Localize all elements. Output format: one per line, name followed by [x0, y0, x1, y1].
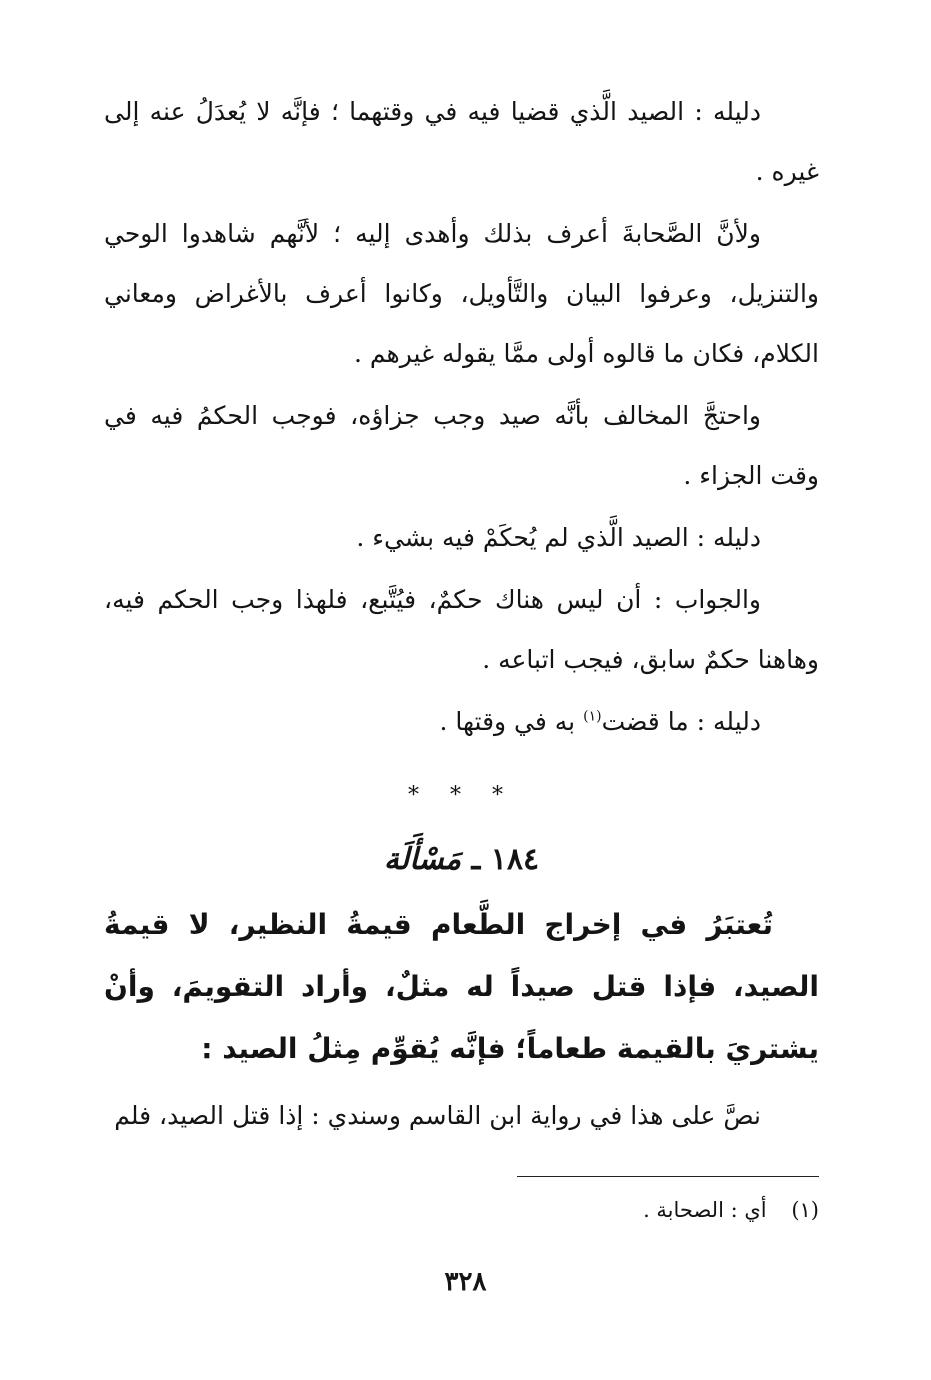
masala-title-word: مَسْأَلَة	[383, 842, 462, 877]
masala-heading	[104, 830, 819, 890]
page-body	[104, 82, 819, 1148]
footnote	[643, 1190, 819, 1230]
paragraph-6-end: به في وقتها .	[439, 707, 584, 736]
paragraph-6-start: دليله : ما قضت	[601, 707, 761, 736]
page-number: ٣٢٨	[444, 1267, 487, 1297]
paragraph-1: دليله : الصيد الَّذي قضيا فيه في وقتهما ؛ فإنَّه لا يُعدَلُ عنه إلى غيره .	[104, 97, 819, 186]
paragraph-3: واحتجَّ المخالف بأنَّه صيد وجب جزاؤه، فوجب الحكمُ فيه في وقت الجزاء .	[104, 401, 819, 490]
paragraph-6	[104, 692, 819, 752]
footnote-separator	[517, 1176, 819, 1177]
paragraph-7: نصَّ على هذا في رواية ابن القاسم وسندي : إذا قتل الصيد، فلم	[114, 1101, 761, 1130]
paragraph-5: والجواب : أن ليس هناك حكمٌ، فيُتَّبع، فلهذا وجب الحكم فيه، وهاهنا حكمٌ سابق، فيجب اتباعه .	[104, 585, 819, 674]
masala-separator: ـ	[471, 842, 481, 877]
paragraph-4: دليله : الصيد الَّذي لم يُحكَمْ فيه بشيء .	[356, 523, 761, 552]
footnote-text: أي : الصحابة .	[643, 1198, 767, 1222]
masala-number: ١٨٤	[490, 842, 540, 877]
section-divider: * * *	[408, 783, 515, 808]
footnote-reference[interactable]: (١)	[583, 708, 602, 725]
paragraph-2: ولأنَّ الصَّحابةَ أعرف بذلك وأهدى إليه ؛ لأنَّهم شاهدوا الوحي والتنزيل، وعرفوا البيان والتَّأويل، وكانوا أعرف بالأغراض ومعاني الكلام، فكان ما قالوه أولى ممَّا يقوله غيرهم .	[104, 219, 819, 368]
ruling-statement: تُعتبَرُ في إخراج الطَّعام قيمةُ النظير، لا قيمةُ الصيد، فإذا قتل صيداً له مثلٌ، وأراد التقويمَ، وأنْ يشتريَ بالقيمة طعاماً؛ فإنَّه يُقوِّم مِثلُ الصيد :	[104, 908, 819, 1065]
footnote-number: (١)	[791, 1198, 819, 1222]
